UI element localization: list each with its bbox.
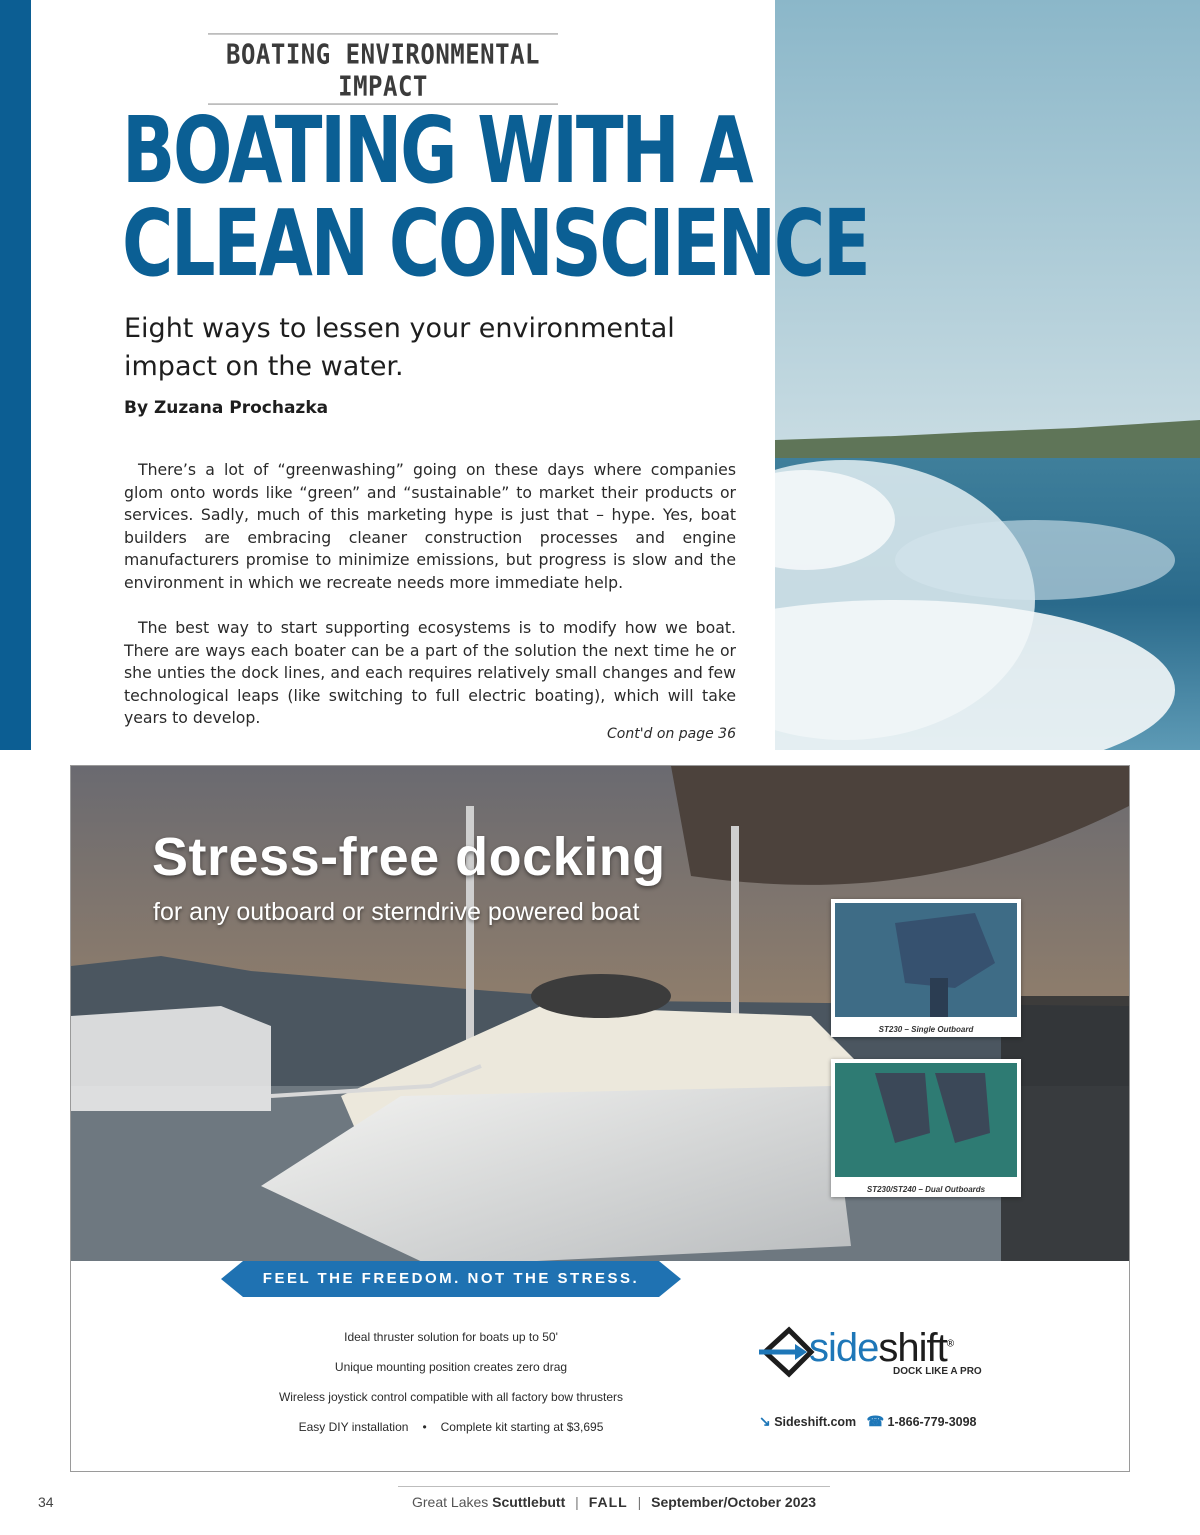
headline-line-1: BOATING WITH A	[122, 97, 752, 204]
feature-separator: •	[422, 1420, 427, 1434]
web-link-icon: ↘	[759, 1413, 771, 1429]
logo-tagline: DOCK LIKE A PRO	[893, 1366, 982, 1377]
feature-line-1: Ideal thruster solution for boats up to 50'	[344, 1330, 558, 1344]
logo-side: side	[809, 1326, 879, 1370]
inset-single-outboard	[831, 899, 1021, 1037]
dual-outboards-photo	[835, 1063, 1017, 1177]
inset1-caption: ST230 – Single Outboard	[878, 1025, 974, 1034]
footer-sep-1: |	[575, 1494, 579, 1510]
article-subhead: Eight ways to lessen your environmental impact on the water.	[124, 313, 675, 382]
ad-subtitle: for any outboard or sterndrive powered boat	[153, 898, 640, 926]
running-footer	[412, 1494, 816, 1510]
continued-on-page: Cont'd on page 36	[606, 726, 736, 742]
inset-dual-outboards	[831, 1059, 1021, 1197]
logo-registered: ®	[946, 1338, 954, 1350]
article-paragraph-1: There’s a lot of “greenwashing” going on these days where companies glom onto words like “green” and “sustainable” to market their products or services. Sadly, much of this marketing hype is just that – hype. Yes, boat builders are embracing cleaner construction processes and engine manufacturers promise to minimize emissions, but progress is slow and the environment in which we recreate needs more immediate help.	[124, 460, 736, 592]
ad-banner-text: FEEL THE FREEDOM. NOT THE STRESS.	[262, 1270, 640, 1287]
article-paragraph-2: The best way to start supporting ecosystems is to modify how we boat. There are ways each boater can be a part of the solution the next time he or she unties the dock lines, and each requires relatively small changes and few technological leaps (like switching to full electric boating), which will take years to develop.	[124, 618, 736, 727]
page-number: 34	[38, 1494, 54, 1510]
publication-name-regular: Great Lakes	[412, 1494, 489, 1510]
feature-diy: Easy DIY installation	[298, 1420, 409, 1434]
ad-title: Stress-free docking	[152, 827, 666, 887]
feature-line-3: Wireless joystick control compatible with all factory bow thrusters	[278, 1390, 624, 1404]
publication-name-bold: Scuttlebutt	[492, 1494, 566, 1510]
sideshift-logo-wordmark	[809, 1326, 953, 1371]
accent-bar	[0, 0, 31, 750]
inset2-caption: ST230/ST240 – Dual Outboards	[866, 1185, 986, 1194]
footer-sep-2: |	[637, 1494, 642, 1510]
single-outboard-photo	[835, 903, 1017, 1017]
sideshift-advertisement[interactable]	[70, 765, 1130, 1472]
feature-price: Complete kit starting at $3,695	[440, 1420, 604, 1434]
ad-phone[interactable]: 1-866-779-3098	[887, 1415, 977, 1429]
ad-website[interactable]: Sideshift.com	[774, 1415, 857, 1429]
feature-line-4	[181, 1412, 721, 1442]
logo-shift: shift	[878, 1326, 947, 1370]
footer-issue: September/October 2023	[651, 1494, 817, 1510]
feature-line-2: Unique mounting position creates zero drag	[334, 1360, 568, 1374]
ad-contact	[759, 1413, 977, 1430]
footer-season: FALL	[588, 1494, 628, 1510]
article-headline	[122, 97, 869, 297]
headline-line-2: CLEAN CONSCIENCE	[122, 190, 869, 297]
section-kicker: BOATING ENVIRONMENTAL IMPACT	[208, 33, 558, 104]
footer-rule	[398, 1486, 830, 1487]
ad-features	[181, 1322, 721, 1442]
phone-icon: ☎	[866, 1413, 885, 1429]
article-byline: By Zuzana Prochazka	[124, 398, 329, 418]
